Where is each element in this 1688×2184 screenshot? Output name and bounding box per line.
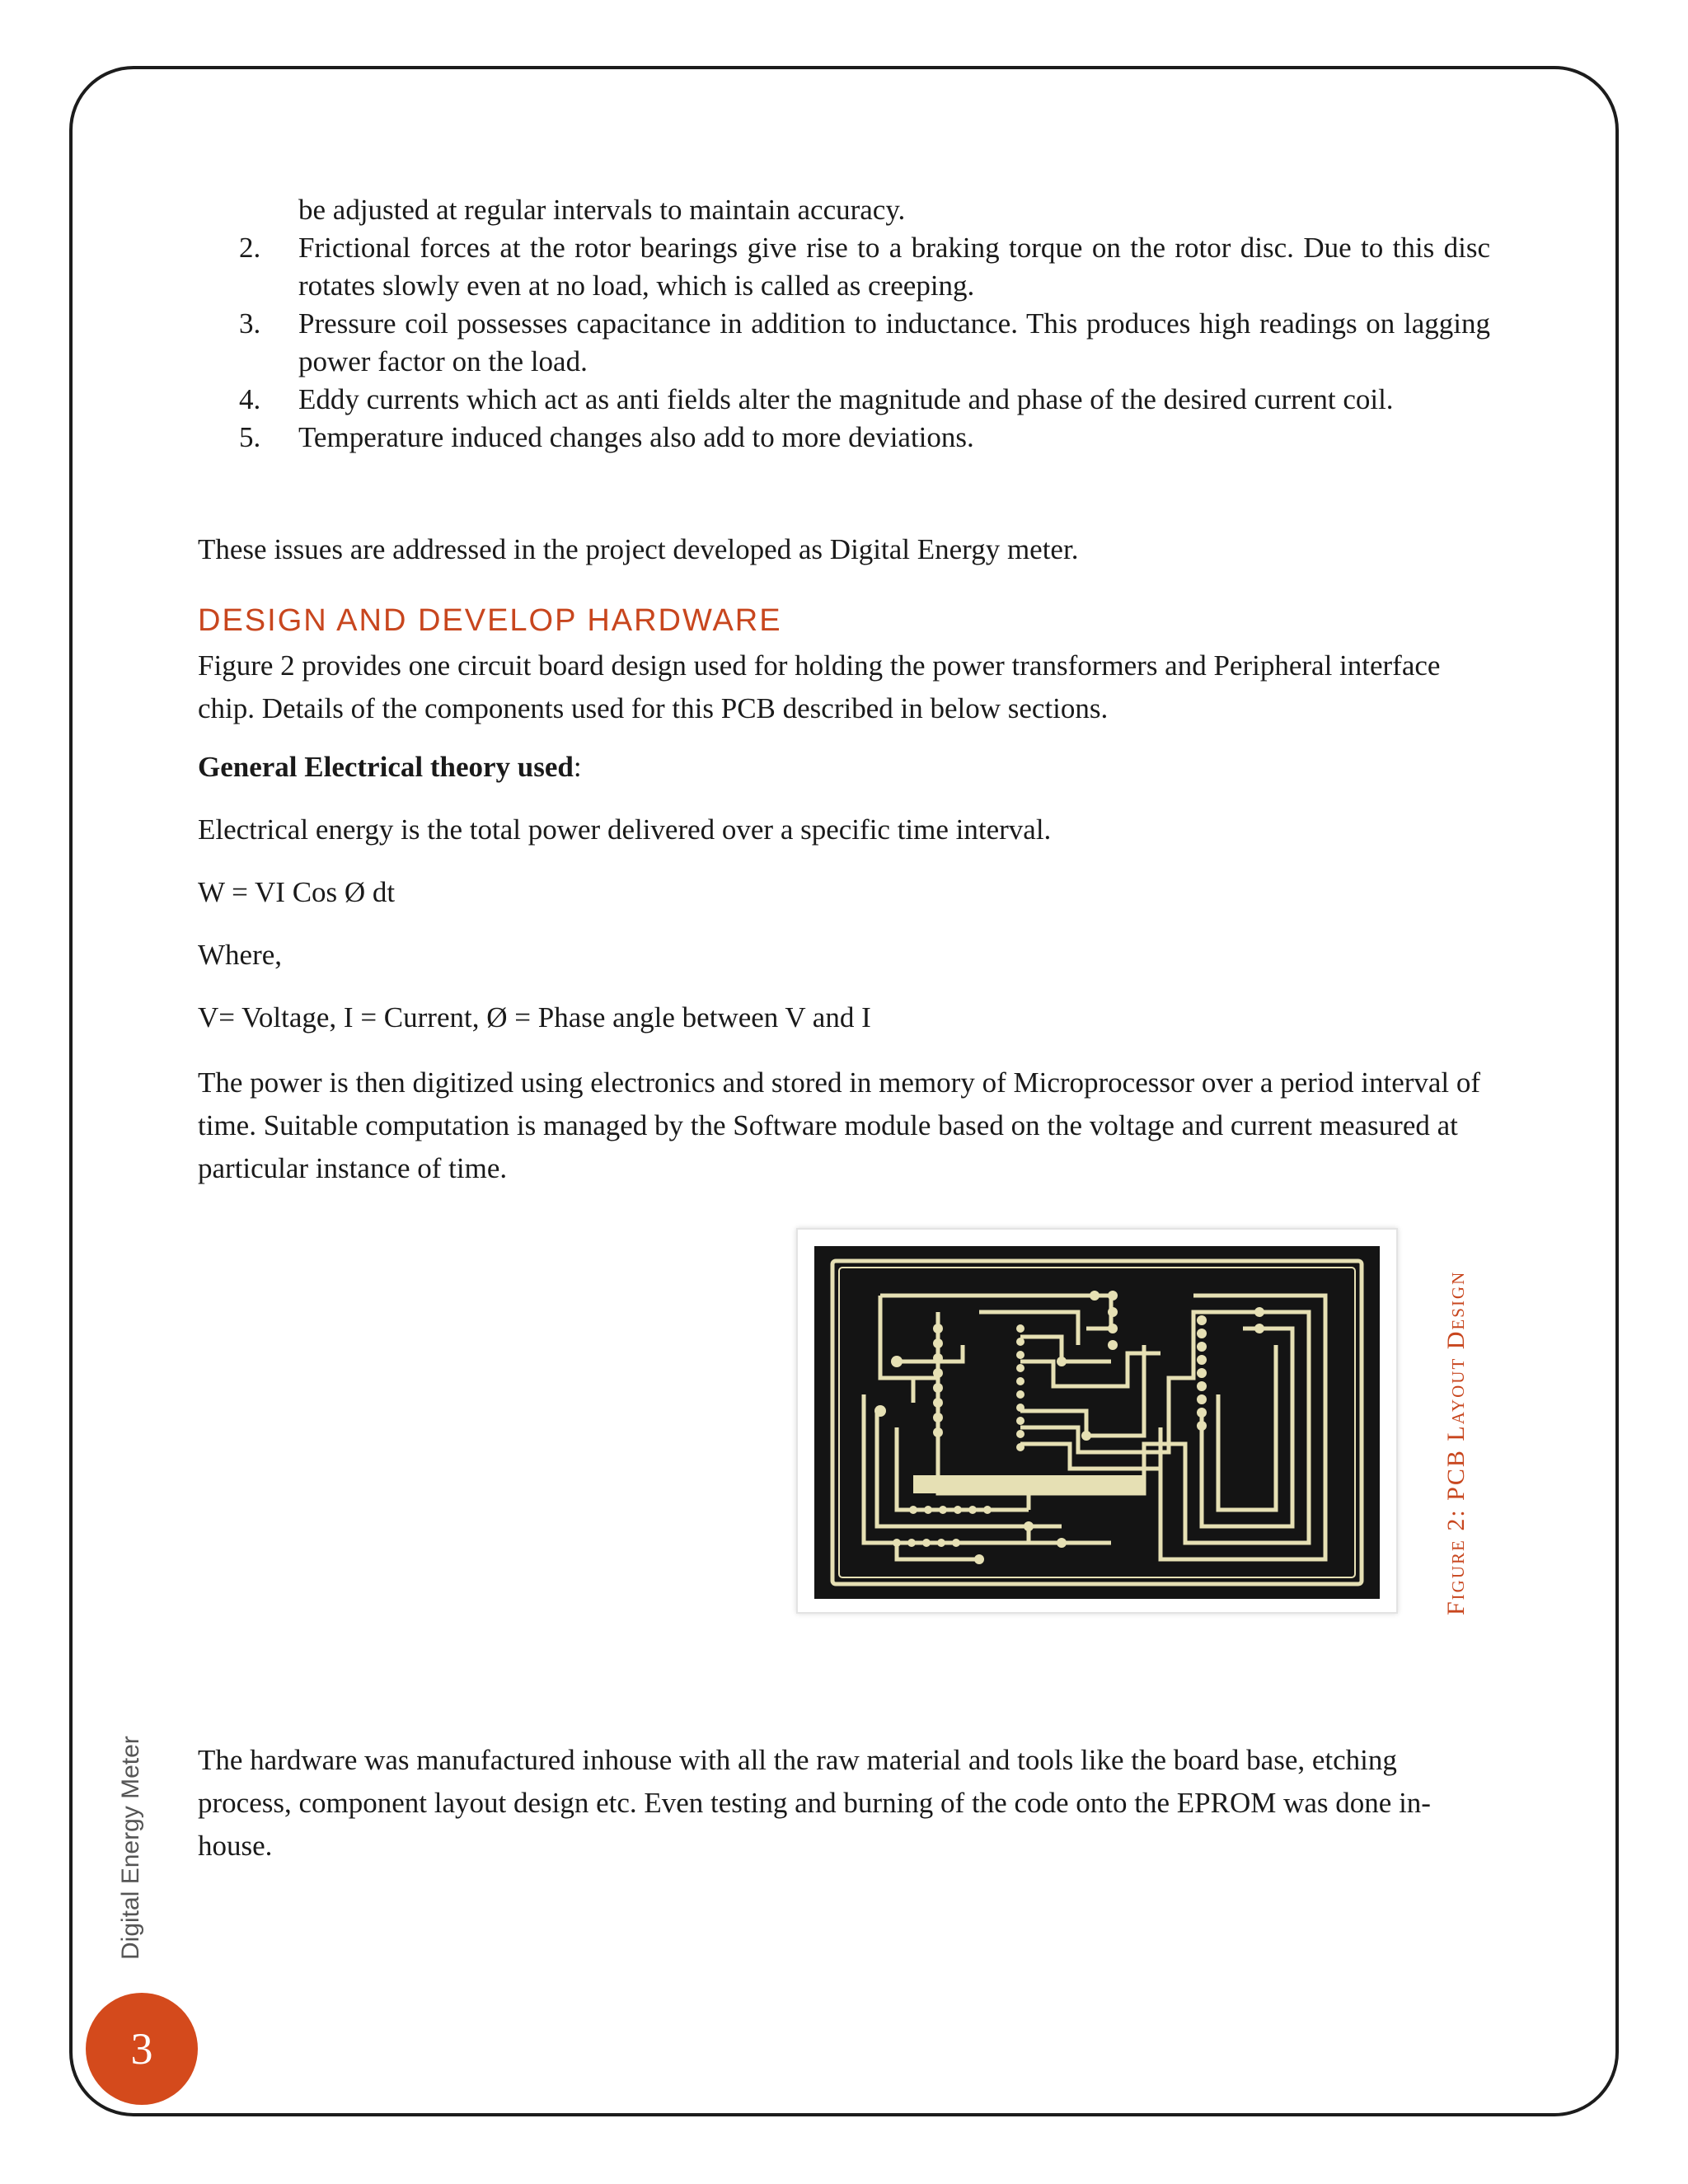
list-item-number: 5. <box>239 421 261 453</box>
figure-area <box>198 1228 1490 1739</box>
equation: W = VI Cos Ø dt <box>198 876 396 908</box>
list-item <box>198 305 1490 381</box>
list-item <box>198 419 1490 457</box>
digitization-paragraph: The power is then digitized using electronics and stored in memory of Microprocessor over a period interval of time. Suitable computation is managed by the Software module based on the voltage and current measured at particular instance of time. <box>198 1066 1481 1184</box>
where-label: Where, <box>198 939 283 971</box>
list-item <box>198 229 1490 305</box>
page-number-badge: 3 <box>86 1993 198 2105</box>
list-item-number: 4. <box>239 383 261 415</box>
list-item-text: Eddy currents which act as anti fields alter the magnitude and phase of the desired current coil. <box>298 383 1394 415</box>
intro-paragraph: Figure 2 provides one circuit board design used for holding the power transformers and Peripheral interface chip. Details of the components used for this PCB described in below sections. <box>198 649 1441 724</box>
pcb-figure <box>796 1228 1398 1614</box>
pcb-layout-image <box>814 1246 1380 1599</box>
figure-caption: Figure 2: PCB Layout Design <box>1442 1270 1470 1615</box>
variables-definition: V= Voltage, I = Current, Ø = Phase angle between V and I <box>198 1001 871 1033</box>
running-title: Digital Energy Meter <box>117 1736 144 1960</box>
definition-paragraph: Electrical energy is the total power delivered over a specific time interval. <box>198 813 1052 846</box>
summary-paragraph: These issues are addressed in the project developed as Digital Energy meter. <box>198 533 1079 565</box>
issues-list <box>198 191 1490 457</box>
subheading-colon: : <box>573 751 582 783</box>
manufacturing-paragraph: The hardware was manufactured inhouse with all the raw material and tools like the board base, etching process, component layout design etc. Even testing and burning of the code onto the EPROM was done in-house. <box>198 1744 1431 1862</box>
list-item-text: Temperature induced changes also add to more deviations. <box>298 421 974 453</box>
list-item-text: be adjusted at regular intervals to maintain accuracy. <box>298 194 906 226</box>
list-item <box>198 381 1490 419</box>
list-item-number: 3. <box>239 307 261 340</box>
list-item <box>198 191 1490 229</box>
section-heading: DESIGN AND DEVELOP HARDWARE <box>198 603 782 638</box>
page-content <box>198 191 1490 1868</box>
list-item-number: 2. <box>239 232 261 264</box>
subheading-text: General Electrical theory used <box>198 751 574 783</box>
list-item-text: Pressure coil possesses capacitance in addition to inductance. This produces high readings on lagging power factor on the load. <box>298 307 1490 377</box>
subheading <box>198 748 1490 786</box>
list-item-text: Frictional forces at the rotor bearings give rise to a braking torque on the rotor disc. Due to this disc rotates slowly even at no load, which is called as creeping. <box>298 232 1490 302</box>
